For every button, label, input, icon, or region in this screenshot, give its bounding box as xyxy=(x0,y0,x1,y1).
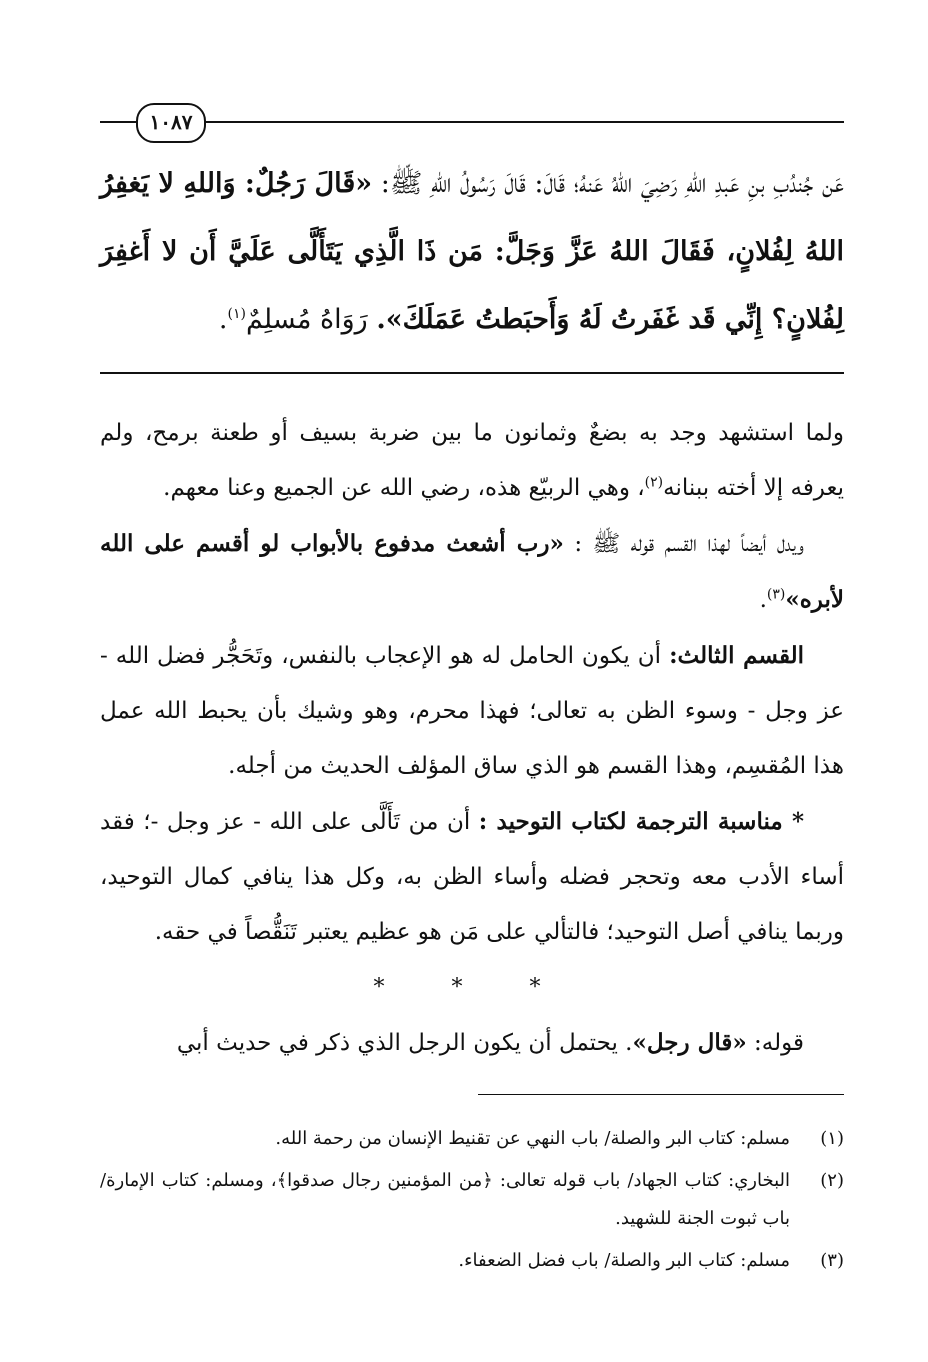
paragraph-1 xyxy=(100,406,844,516)
section-separator-stars: * * * xyxy=(373,975,571,1000)
paragraph-5-start: قوله: xyxy=(754,1030,804,1056)
paragraph-3-text: أن يكون الحامل له هو الإعجاب بالنفس، وتَحَجُّر فضل الله - عز وجل - وسوء الظن به تعالى؛ فهذا محرم، وهو وشيك بأن يحبط الله عمل هذا المُقسِم، وهذا القسم هو الذي ساق المؤلف الحديث من أجله. xyxy=(100,643,844,779)
footnote xyxy=(100,1162,844,1238)
footnote-ref-3: (٣) xyxy=(766,586,786,603)
paragraph-4-text: أن من تَأَلَّى على الله - عز وجل -؛ فقد أساء الأدب معه وتحجر فضله وأساء الظن به، وكل هذا ينافي كمال التوحيد، وربما ينافي أصل التوحيد؛ فالتألي على مَن هو عظيم يعتبر تَنَقُّصاً في حقه. xyxy=(100,809,844,945)
footnote xyxy=(100,1120,844,1158)
paragraph-1-end: ، وهي الربيّع هذه، رضي الله عن الجميع وعنا معهم. xyxy=(163,475,645,501)
paragraph-1-text: ولما استشهد وجد به بضعٌ وثمانون ما بين ضربة بسيف أو طعنة برمح، ولم يعرفه إلا أخته ببنانه xyxy=(100,420,844,501)
hadith-intro: عَن جُندُبِ بنِ عَبدِ اللهِ رَضِيَ اللهُ عَنهُ؛ قَالَ: قَالَ رَسُولُ اللهِ ﷺ: xyxy=(380,168,844,199)
body-text xyxy=(100,406,844,1071)
footnote-text: مسلم: كتاب البر والصلة/ باب النهي عن تقنيط الإنسان من رحمة الله. xyxy=(275,1128,790,1149)
section-label-third: القسم الثالث: xyxy=(669,642,805,669)
footnote xyxy=(100,1242,844,1280)
section-rule xyxy=(100,372,844,374)
paragraph-3 xyxy=(100,628,844,794)
footnote-number: (٢) xyxy=(820,1170,844,1191)
footnote-text: مسلم: كتاب البر والصلة/ باب فضل الضعفاء. xyxy=(458,1250,790,1271)
hadith-source: رَوَاهُ مُسلِمٌ xyxy=(245,304,368,335)
section-label-relevance: * مناسبة الترجمة لكتاب التوحيد : xyxy=(478,808,805,835)
hadith-end: . xyxy=(218,304,228,335)
paragraph-2-end: . xyxy=(759,587,767,613)
hadith-text: «قَالَ رَجُلٌ: وَاللهِ لا يَغفِرُ اللهُ لِفُلانٍ، فَقَالَ اللهُ عَزَّ وَجَلَّ: مَن ذَا الَّذِي يَتَأَلَّى عَلَيَّ أَن لا أَغفِرَ لِفُلانٍ؟ إِنِّي قَد غَفَرتُ لَهُ وَأَحبَطتُ عَمَلَكَ». xyxy=(100,168,844,335)
footnote-rule xyxy=(478,1094,844,1095)
page-number: ١٠٨٧ xyxy=(136,103,206,143)
footnote-number: (١) xyxy=(820,1128,844,1149)
footnote-text: البخاري: كتاب الجهاد/ باب قوله تعالى: ﴿من المؤمنين رجال صدقوا﴾، ومسلم: كتاب الإمارة/ باب ثبوت الجنة للشهيد. xyxy=(100,1170,790,1229)
footnotes xyxy=(100,1120,844,1284)
paragraph-4 xyxy=(100,794,844,960)
paragraph-5-quote: «قال رجل» xyxy=(632,1029,747,1056)
paragraph-2-quote: «رب أشعث مدفوع بالأبواب لو أقسم على الله لأبره» xyxy=(100,530,844,613)
paragraph-5 xyxy=(100,1015,844,1071)
hadith-block xyxy=(100,150,844,354)
footnote-number: (٣) xyxy=(820,1250,844,1271)
paragraph-2 xyxy=(100,516,844,628)
footnote-ref-1: (١) xyxy=(227,306,246,322)
footnote-ref-2: (٢) xyxy=(644,474,664,491)
header-rule xyxy=(100,121,844,123)
paragraph-5-text: . يحتمل أن يكون الرجل الذي ذكر في حديث أبي xyxy=(176,1030,633,1056)
paragraph-2-start: ويدل أيضاً لهذا القسم قوله ﷺ : xyxy=(574,531,804,557)
